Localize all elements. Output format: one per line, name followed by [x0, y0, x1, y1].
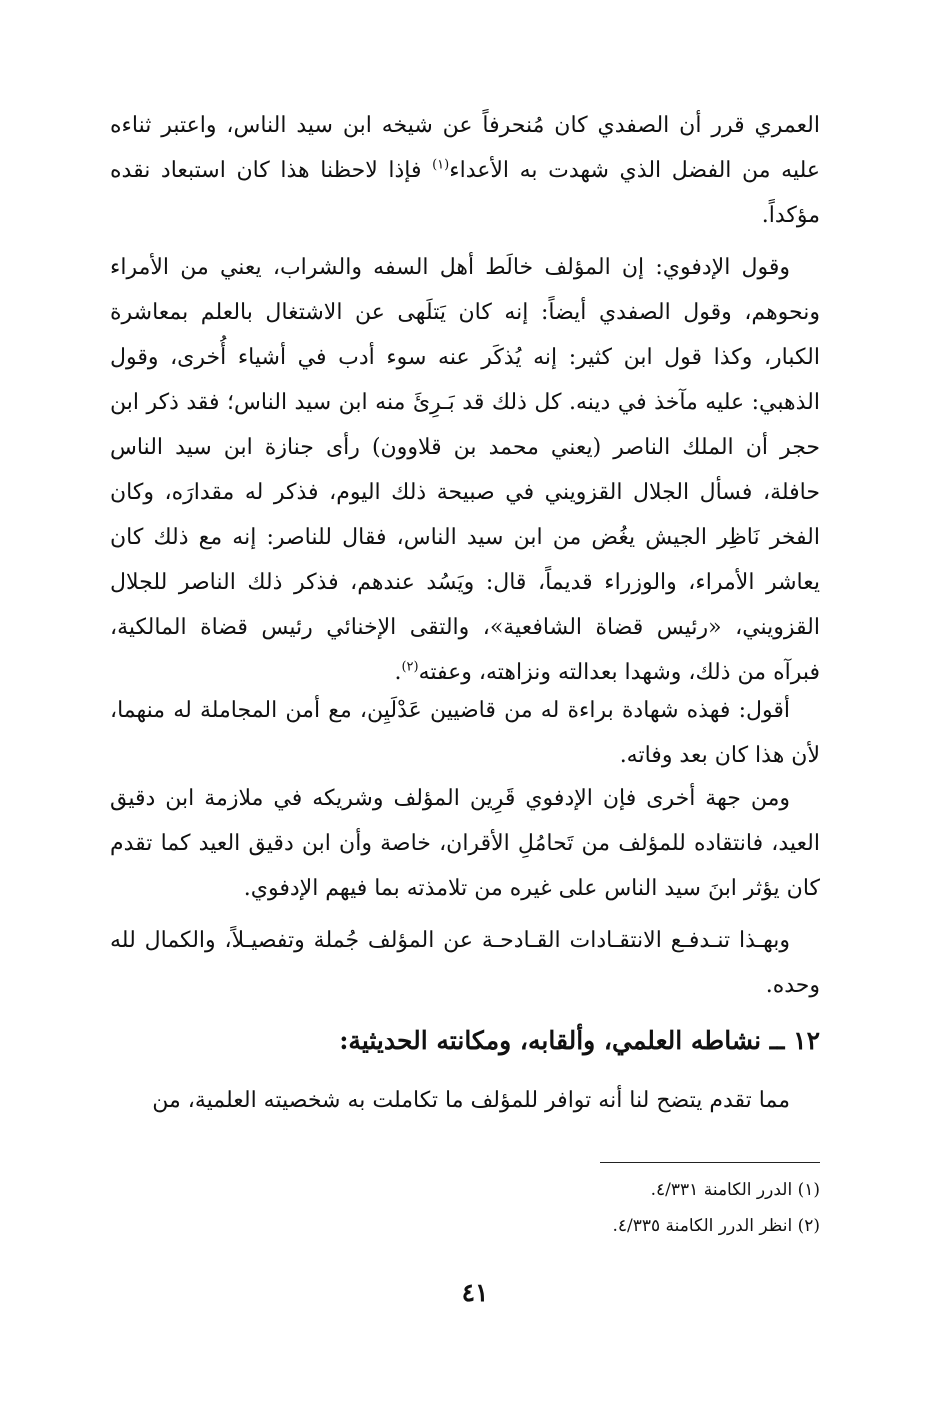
- paragraph-6: مما تقدم يتضح لنا أنه توافر للمؤلف ما تكاملت به شخصيته العلمية، من: [152, 1088, 790, 1113]
- paragraph-1-text-b: فإذا لاحظنا هذا كان استبعاد نقده مؤكداً.: [110, 158, 820, 228]
- page-number: ٤١: [461, 1278, 489, 1307]
- footnote-2: (٢) انظر الدرر الكامنة ٤/٣٣٥.: [612, 1216, 820, 1236]
- paragraph-1: [110, 103, 820, 238]
- paragraph-1-text-a: العمري قرر أن الصفدي كان مُنحرفاً عن شيخه ابن سيد الناس، واعتبر ثناءه عليه من الفضل الذي شهدت به الأعداء: [110, 113, 820, 183]
- paragraph-5: وبهـذا تنـدفـع الانتقـادات القـادحـة عن المؤلف جُملة وتفصيـلاً، والكمال لله وحده.: [110, 928, 820, 998]
- paragraph-3: أقول: فهذه شهادة براءة له من قاضيين عَدْلَيِن، مع أمن المجاملة له منهما، لأن هذا كان بعد وفاته.: [110, 698, 820, 768]
- paragraph-2-text-b: .: [394, 660, 402, 685]
- footnote-ref-1: (١): [432, 157, 450, 173]
- paragraph-4: ومن جهة أخرى فإن الإدفوي قَرِين المؤلف وشريكه في ملازمة ابن دقيق العيد، فانتقاده للمؤلف من تَحامُلِ الأقران، خاصة وأن ابن دقيق العيد كما تقدم كان يؤثر ابنَ سيد الناس على غيره من تلامذته بما فيهم الإدفوي.: [110, 786, 820, 901]
- section-heading: ١٢ ــ نشاطه العلمي، وألقابه، ومكانته الحديثية:: [339, 1026, 820, 1055]
- footnote-1: (١) الدرر الكامنة ٤/٣٣١.: [650, 1180, 820, 1200]
- paragraph-2-text-a: وقول الإدفوي: إن المؤلف خالَط أهل السفه والشراب، يعني من الأمراء ونحوهم، وقول الصفدي أيضاً: إنه كان يَتلَهى عن الاشتغال بالعلم بمعاشرة الكبار، وكذا قول ابن كثير: إنه يُذكَر عنه سوء أدب في أشياء أُخرى، وقول الذهبي: عليه مآخذ في دينه. كل ذلك قد بَـرِئَ منه ابن سيد الناس؛ فقد ذكر ابن حجر أن الملك الناصر (يعني محمد بن قلاوون) رأى جنازة ابن سيد الناس حافلة، فسأل الجلال القزويني في صبيحة ذلك اليوم، فذكر له مقدارَه، وكان الفخر نَاظِر الجيش يغُض من ابن سيد الناس، فقال للناصر: إنه مع ذلك كان يعاشر الأمراء، والوزراء قديماً، قال: ويَسُد عندهم، فذكر ذلك الناصر للجلال القزويني، «رئيس قضاة الشافعية»، والتقى الإخنائي رئيس قضاة المالكية، فبرآه من ذلك، وشهدا بعدالته ونزاهته، وعفته: [110, 255, 820, 685]
- footnote-ref-2: (٢): [401, 659, 419, 675]
- paragraph-2: [110, 245, 820, 695]
- footnote-divider: [600, 1162, 820, 1163]
- footnotes: [110, 1172, 820, 1244]
